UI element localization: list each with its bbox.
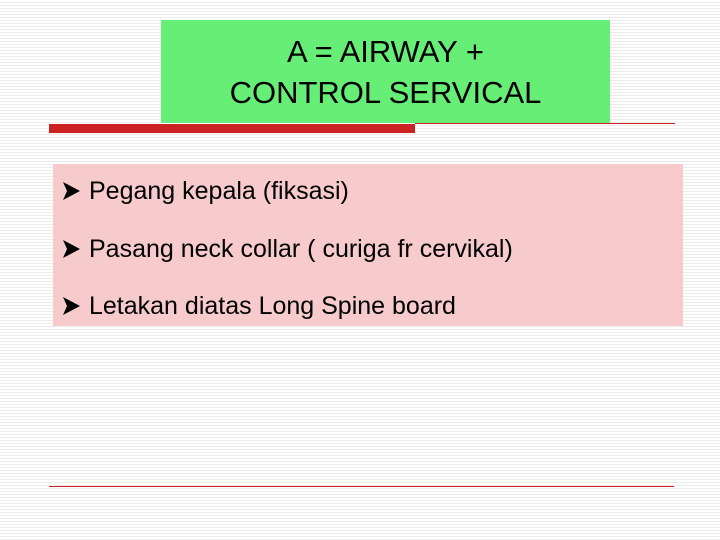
slide-title: [161, 20, 610, 123]
arrowhead-bullet-icon: [61, 179, 83, 203]
footer-divider-line: [49, 486, 674, 487]
title-accent-bar: [49, 124, 415, 133]
bullet-item: [61, 232, 513, 266]
title-divider-line: [415, 123, 675, 124]
arrowhead-bullet-icon: [61, 294, 83, 318]
bullet-item: [61, 289, 456, 323]
bullet-item: [61, 174, 349, 208]
bullet-text: Pasang neck collar ( curiga fr cervikal): [89, 234, 513, 263]
title-line-2: CONTROL SERVICAL: [229, 74, 542, 110]
arrowhead-bullet-icon: [61, 237, 83, 261]
bullet-text: Letakan diatas Long Spine board: [89, 291, 456, 320]
title-line-1: A = AIRWAY +: [286, 33, 485, 69]
content-panel: [53, 164, 683, 326]
bullet-text: Pegang kepala (fiksasi): [89, 176, 349, 205]
